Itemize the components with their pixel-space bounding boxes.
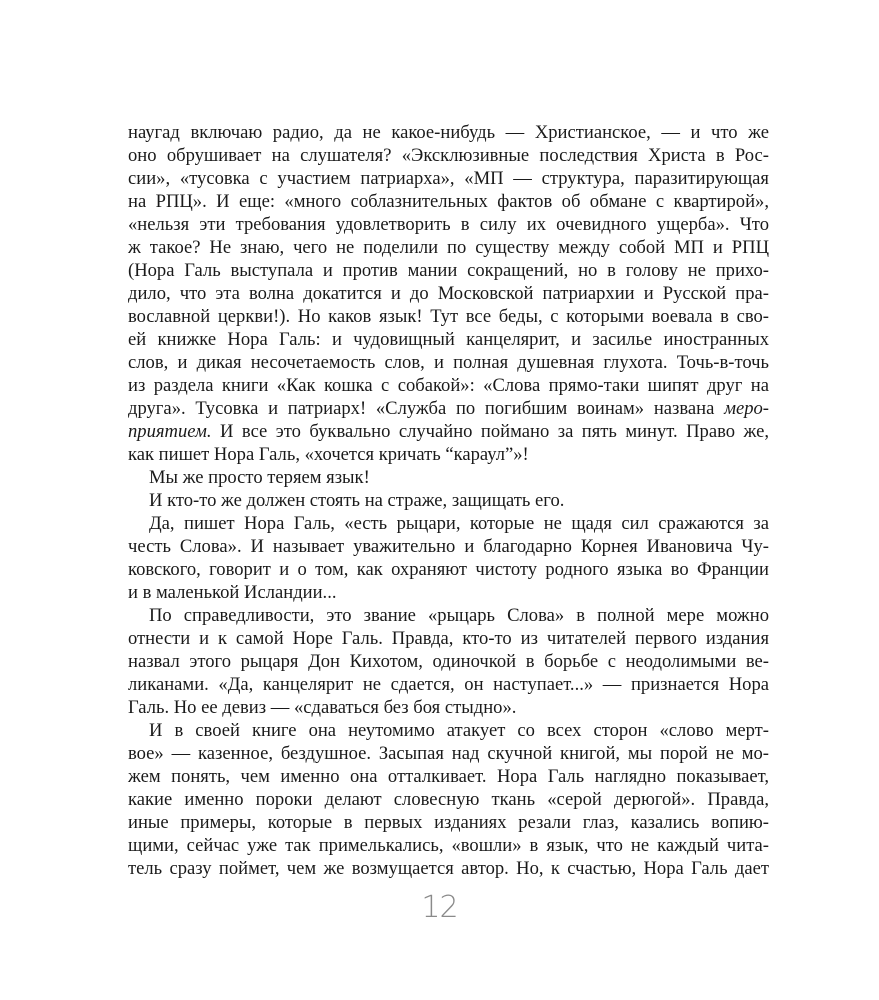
page-number: 12 xyxy=(421,890,458,925)
text-segment: сии», «тусовка с участием патриарха», «МП — структура, паразитирующая xyxy=(128,168,769,189)
italic-text: меро- xyxy=(724,398,769,419)
text-segment: назвал этого рыцаря Дон Кихотом, одиночкой в борьбе с неодолимыми ве- xyxy=(128,651,769,672)
text-line xyxy=(128,719,769,742)
text-line xyxy=(128,374,769,397)
text-line xyxy=(128,328,769,351)
text-segment: и в маленькой Исландии... xyxy=(128,582,337,603)
text-line xyxy=(128,788,769,811)
text-line xyxy=(128,834,769,857)
text-segment: честь Слова». И называет уважительно и благодарно Корнея Ивановича Чу- xyxy=(128,536,769,557)
text-line xyxy=(128,397,769,420)
text-segment: оно обрушивает на слушателя? «Эксклюзивные последствия Христа в Рос- xyxy=(128,145,769,166)
text-line xyxy=(128,627,769,650)
text-line xyxy=(128,489,769,512)
text-line xyxy=(128,305,769,328)
text-line xyxy=(128,535,769,558)
text-line xyxy=(128,765,769,788)
text-line xyxy=(128,259,769,282)
text-segment: слов, и дикая несочетаемость слов, и полная душевная глухота. Точь-в-точь xyxy=(128,352,769,373)
text-segment: из раздела книги «Как кошка с собакой»: «Слова прямо-таки шипят друг на xyxy=(128,375,769,396)
text-line xyxy=(128,144,769,167)
text-line xyxy=(128,581,769,604)
text-line xyxy=(128,420,769,443)
text-segment: друга». Тусовка и патриарх! «Служба по погибшим воинам» названа xyxy=(128,398,725,419)
body-text xyxy=(128,121,769,880)
text-segment: вославной церкви!). Но каков язык! Тут все беды, с которыми воевала в сво- xyxy=(128,306,769,327)
text-segment: И кто-то же должен стоять на страже, защищать его. xyxy=(149,490,565,511)
text-line xyxy=(128,213,769,236)
text-line xyxy=(128,236,769,259)
text-segment: (Нора Галь выступала и против мании сокращений, но в голову не прихо- xyxy=(128,260,769,281)
text-line xyxy=(128,604,769,627)
text-segment: дило, что эта волна докатится и до Московской патриархии и Русской пра- xyxy=(128,283,769,304)
text-segment: на РПЦ». И еще: «много соблазнительных фактов об обмане с квартирой», xyxy=(128,191,769,212)
text-segment: ей книжке Нора Галь: и чудовищный канцелярит, и засилье иностранных xyxy=(128,329,769,350)
text-line xyxy=(128,351,769,374)
text-line xyxy=(128,190,769,213)
text-segment: И в своей книге она неутомимо атакует со всех сторон «слово мерт- xyxy=(149,720,769,741)
text-segment: наугад включаю радио, да не какое-нибудь — Христианское, — и что же xyxy=(128,122,769,143)
text-segment: какие именно пороки делают словесную ткань «серой дерюгой». Правда, xyxy=(128,789,769,810)
text-line xyxy=(128,650,769,673)
text-segment: И все это буквально случайно поймано за пять минут. Право же, xyxy=(211,421,769,442)
text-line xyxy=(128,742,769,765)
text-line xyxy=(128,857,769,880)
text-line xyxy=(128,811,769,834)
text-segment: ж такое? Не знаю, чего не поделили по существу между собой МП и РПЦ xyxy=(128,237,769,258)
text-segment: Галь. Но ее девиз — «сдаваться без боя стыдно». xyxy=(128,697,517,718)
text-line xyxy=(128,282,769,305)
text-segment: жем понять, чем именно она отталкивает. Нора Галь наглядно показывает, xyxy=(128,766,769,787)
text-line xyxy=(128,466,769,489)
text-line xyxy=(128,167,769,190)
italic-text: приятием. xyxy=(128,421,212,442)
text-segment: ковского, говорит и о том, как охраняют чистоту родного языка во Франции xyxy=(128,559,769,580)
text-line xyxy=(128,443,769,466)
text-line xyxy=(128,512,769,535)
text-line xyxy=(128,696,769,719)
text-segment: По справедливости, это звание «рыцарь Слова» в полной мере можно xyxy=(149,605,769,626)
text-segment: щими, сейчас уже так примелькались, «вошли» в язык, что не каждый чита- xyxy=(128,835,769,856)
text-segment: иные примеры, которые в первых изданиях резали глаз, казались вопию- xyxy=(128,812,769,833)
text-segment: «нельзя эти требования удовлетворить в силу их очевидного ущерба». Что xyxy=(128,214,769,235)
text-line xyxy=(128,121,769,144)
text-segment: отнести и к самой Норе Галь. Правда, кто-то из читателей первого издания xyxy=(128,628,769,649)
text-line xyxy=(128,673,769,696)
text-segment: ликанами. «Да, канцелярит не сдается, он наступает...» — признается Нора xyxy=(128,674,769,695)
text-segment: Да, пишет Нора Галь, «есть рыцари, которые не щадя сил сражаются за xyxy=(149,513,769,534)
text-segment: как пишет Нора Галь, «хочется кричать “караул”»! xyxy=(128,444,529,465)
text-segment: тель сразу поймет, чем же возмущается автор. Но, к счастью, Нора Галь дает xyxy=(128,858,769,879)
text-segment: Мы же просто теряем язык! xyxy=(149,467,370,488)
text-segment: вое» — казенное, бездушное. Засыпая над скучной книгой, мы порой не мо- xyxy=(128,743,769,764)
text-line xyxy=(128,558,769,581)
